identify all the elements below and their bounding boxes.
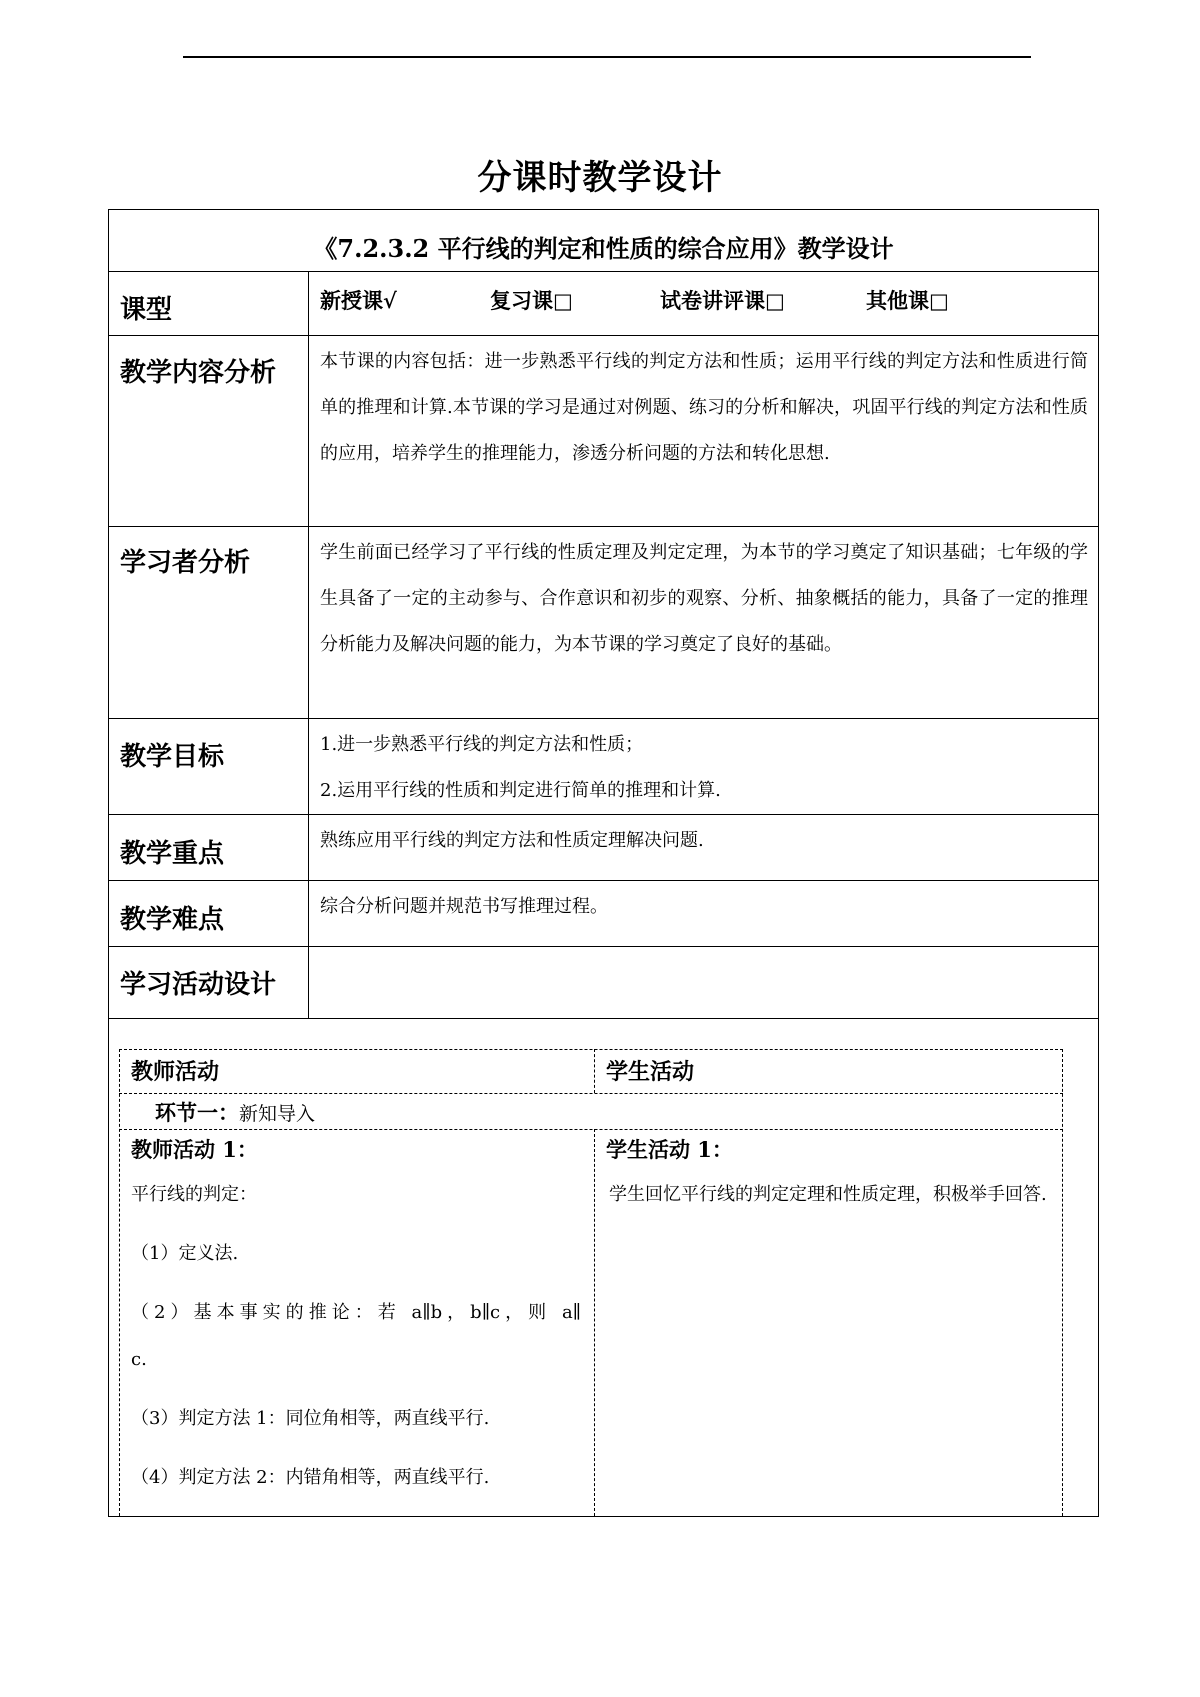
lesson-subtitle: 《7.2.3.2 平行线的判定和性质的综合应用》教学设计 <box>313 234 894 263</box>
row-divider <box>108 1018 1099 1019</box>
row-divider <box>119 1093 1063 1094</box>
activity-design-label: 学习活动设计 <box>120 970 277 1000</box>
course-type-label: 课型 <box>120 295 173 325</box>
course-type-option-exam-review: 试卷讲评课□ <box>660 288 785 313</box>
column-divider <box>594 1129 595 1516</box>
key-points-text: 熟练应用平行线的判定方法和性质定理解决问题. <box>320 830 704 851</box>
list-item: c. <box>131 1349 147 1370</box>
section-name: 新知导入 <box>239 1103 316 1125</box>
page-title: 分课时教学设计 <box>477 158 723 198</box>
header-rule <box>183 56 1031 58</box>
course-type-option-review: 复习课□ <box>490 288 573 313</box>
difficulties-label: 教学难点 <box>120 905 225 935</box>
column-divider <box>308 271 309 1018</box>
list-item: （4）判定方法 2：内错角相等，两直线平行. <box>131 1467 490 1488</box>
row-divider <box>119 1129 1063 1130</box>
teacher-activity-header: 教师活动 <box>131 1059 220 1085</box>
student-activity-header: 学生活动 <box>606 1059 695 1085</box>
row-divider <box>108 946 1099 947</box>
list-item: （3）判定方法 1：同位角相等，两直线平行. <box>131 1408 490 1429</box>
objective-item: 1.进一步熟悉平行线的判定方法和性质； <box>320 734 644 755</box>
list-item: 平行线的判定： <box>131 1184 257 1205</box>
objective-item: 2.运用平行线的性质和判定进行简单的推理和计算. <box>320 780 721 801</box>
learner-analysis-label: 学习者分析 <box>120 548 251 578</box>
row-divider <box>108 271 1099 272</box>
row-divider <box>108 335 1099 336</box>
course-type-option-other: 其他课□ <box>866 288 949 313</box>
student-activity-content: 学生回忆平行线的判定定理和性质定理，积极举手回答. <box>609 1184 1047 1205</box>
content-analysis-label: 教学内容分析 <box>120 358 277 388</box>
objectives-label: 教学目标 <box>120 742 225 772</box>
learner-analysis-text: 学生前面已经学习了平行线的性质定理及判定定理，为本节的学习奠定了知识基础；七年级的学生具备了一定的主动参与、合作意识和初步的观察、分析、抽象概括的能力，具备了一定的推理分析能力及解决问题的能力，为本节课的学习奠定了良好的基础。 <box>320 542 1088 655</box>
objectives-list <box>320 722 1088 814</box>
section-label <box>155 1097 315 1127</box>
difficulties-text: 综合分析问题并规范书写推理过程。 <box>320 896 608 917</box>
row-divider <box>108 718 1099 719</box>
course-type-option-new: 新授课√ <box>320 288 397 313</box>
row-divider <box>108 880 1099 881</box>
teacher-activity-title: 教师活动 1： <box>131 1137 258 1162</box>
student-activity-title: 学生活动 1： <box>606 1137 733 1162</box>
list-item: （2）基本事实的推论：若 a∥b，b∥c，则 a∥ <box>131 1302 581 1323</box>
row-divider <box>108 526 1099 527</box>
activity-table <box>119 1049 1063 1516</box>
row-divider <box>108 814 1099 815</box>
key-points-label: 教学重点 <box>120 839 225 869</box>
list-item: （1）定义法. <box>131 1243 239 1264</box>
content-analysis-text: 本节课的内容包括：进一步熟悉平行线的判定方法和性质；运用平行线的判定方法和性质进行简单的推理和计算.本节课的学习是通过对例题、练习的分析和解决，巩固平行线的判定方法和性质的应用，培养学生的推理能力，渗透分析问题的方法和转化思想. <box>320 351 1088 464</box>
teacher-activity-content <box>131 1171 581 1501</box>
section-number: 环节一： <box>155 1100 239 1125</box>
column-divider <box>594 1049 595 1093</box>
